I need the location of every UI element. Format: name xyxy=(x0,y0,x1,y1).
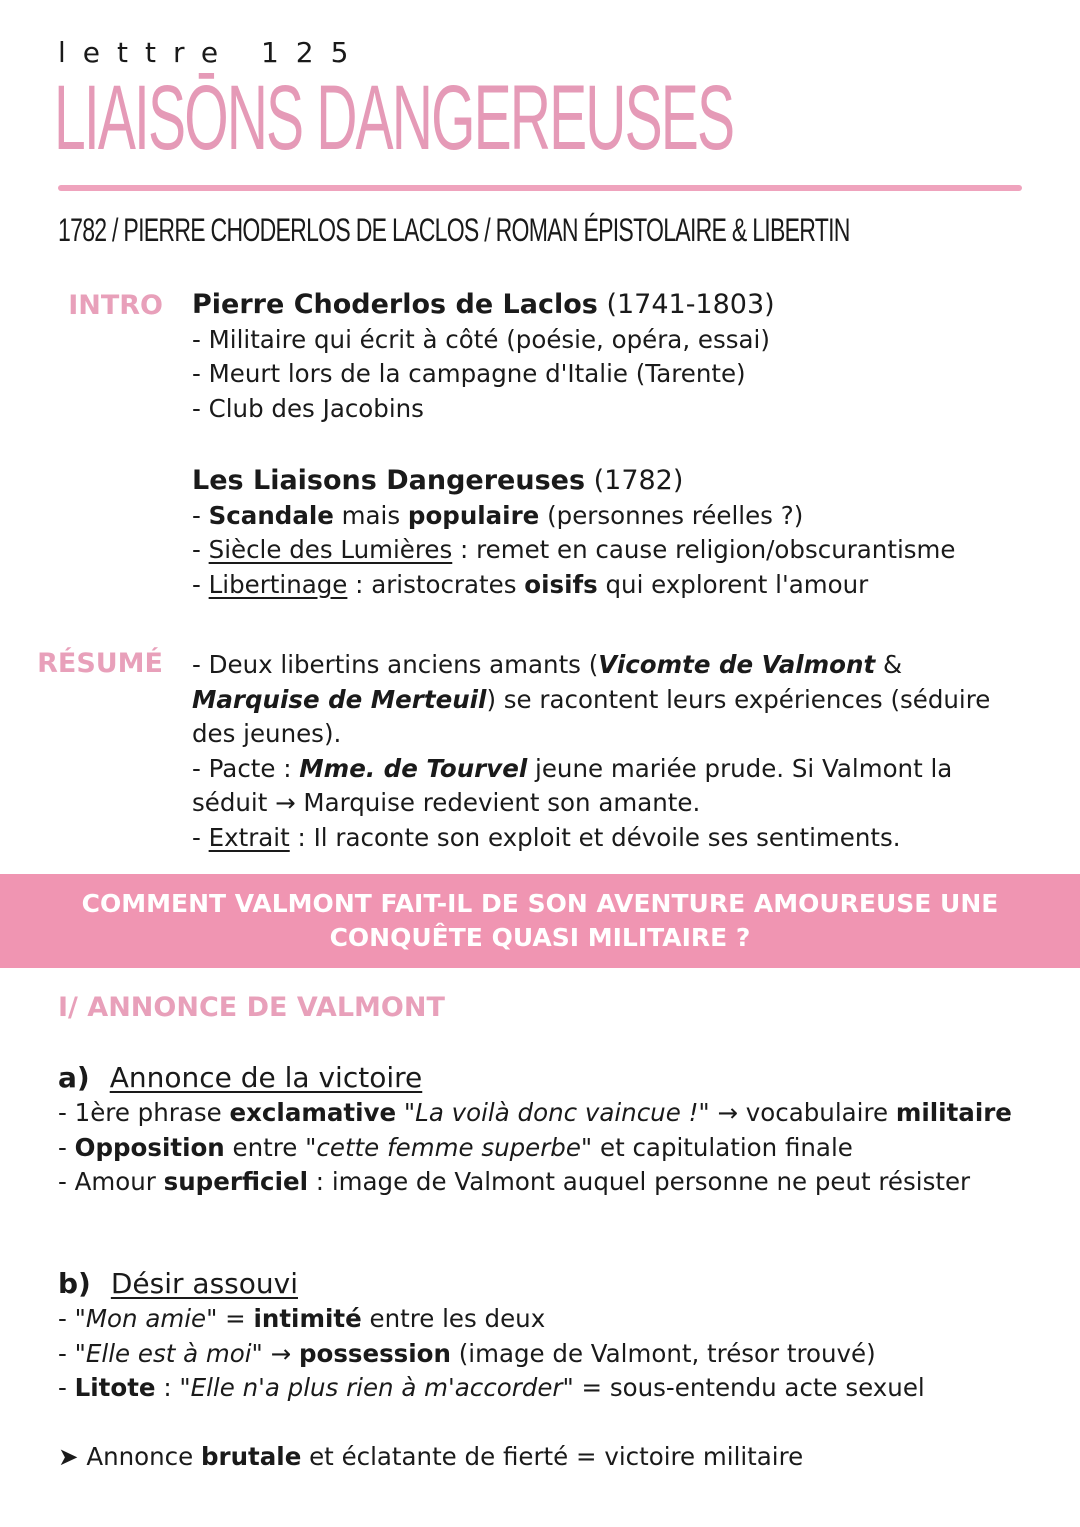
conclusion xyxy=(58,1440,1048,1475)
analysis-point: - "Mon amie" = intimité entre les deux xyxy=(58,1304,546,1333)
author-heading: Pierre Choderlos de Laclos (1741-1803) xyxy=(192,289,775,320)
resume-paragraph: - Extrait : Il raconte son exploit et dévoile ses sentiments. xyxy=(192,822,901,852)
work-subtitle: 1782 / PIERRE CHODERLOS DE LACLOS / ROMAN ÉPISTOLAIRE & LIBERTIN xyxy=(58,212,850,248)
resume-label: RÉSUMÉ xyxy=(37,648,163,679)
resume-paragraph: - Deux libertins anciens amants (Vicomte de Valmont & Marquise de Merteuil) se racontent leurs expériences (séduire des jeunes). xyxy=(192,650,991,748)
subsection-heading: a) Annonce de la victoire xyxy=(58,1061,423,1094)
problematique-banner xyxy=(0,874,1080,968)
title-divider xyxy=(58,185,1022,191)
subsection-b xyxy=(58,1266,1048,1406)
intro-block xyxy=(192,288,775,426)
conclusion-line: ➤ Annonce brutale et éclatante de fierté = victoire militaire xyxy=(58,1442,804,1471)
analysis-point: - Amour superficiel : image de Valmont auquel personne ne peut résister xyxy=(58,1167,971,1196)
author-point: - Militaire qui écrit à côté (poésie, opéra, essai) xyxy=(192,324,770,354)
analysis-point: - Litote : "Elle n'a plus rien à m'accorder" = sous-entendu acte sexuel xyxy=(58,1373,925,1402)
book-point: - Scandale mais populaire (personnes réelles ?) xyxy=(192,500,804,530)
letter-number: lettre 125 xyxy=(58,36,366,69)
resume-paragraph: - Pacte : Mme. de Tourvel jeune mariée prude. Si Valmont la séduit → Marquise redevient son amante. xyxy=(192,753,953,817)
book-point: - Siècle des Lumières : remet en cause religion/obscurantisme xyxy=(192,535,956,564)
author-point: - Meurt lors de la campagne d'Italie (Tarente) xyxy=(192,359,746,388)
analysis-point: - "Elle est à moi" → possession (image de Valmont, trésor trouvé) xyxy=(58,1338,876,1368)
section-title: I/ ANNONCE DE VALMONT xyxy=(58,992,445,1023)
subsection-a xyxy=(58,1060,1048,1200)
author-point: - Club des Jacobins xyxy=(192,393,424,423)
resume-block xyxy=(192,648,1012,855)
analysis-point: - Opposition entre "cette femme superbe" et capitulation finale xyxy=(58,1132,853,1162)
banner-line: COMMENT VALMONT FAIT-IL DE SON AVENTURE AMOUREUSE UNE xyxy=(81,889,999,918)
intro-label: INTRO xyxy=(68,290,163,321)
arrow-icon: ➤ xyxy=(58,1442,79,1471)
subsection-heading: b) Désir assouvi xyxy=(58,1267,298,1300)
banner-line: CONQUÊTE QUASI MILITAIRE ? xyxy=(329,923,751,952)
page-title: LIAISŌNS DANGEREUSES xyxy=(54,67,734,169)
analysis-point: - 1ère phrase exclamative "La voilà donc vaincue !" → vocabulaire militaire xyxy=(58,1098,1012,1127)
book-block xyxy=(192,464,955,602)
book-heading: Les Liaisons Dangereuses (1782) xyxy=(192,465,684,496)
book-point: - Libertinage : aristocrates oisifs qui explorent l'amour xyxy=(192,569,869,599)
